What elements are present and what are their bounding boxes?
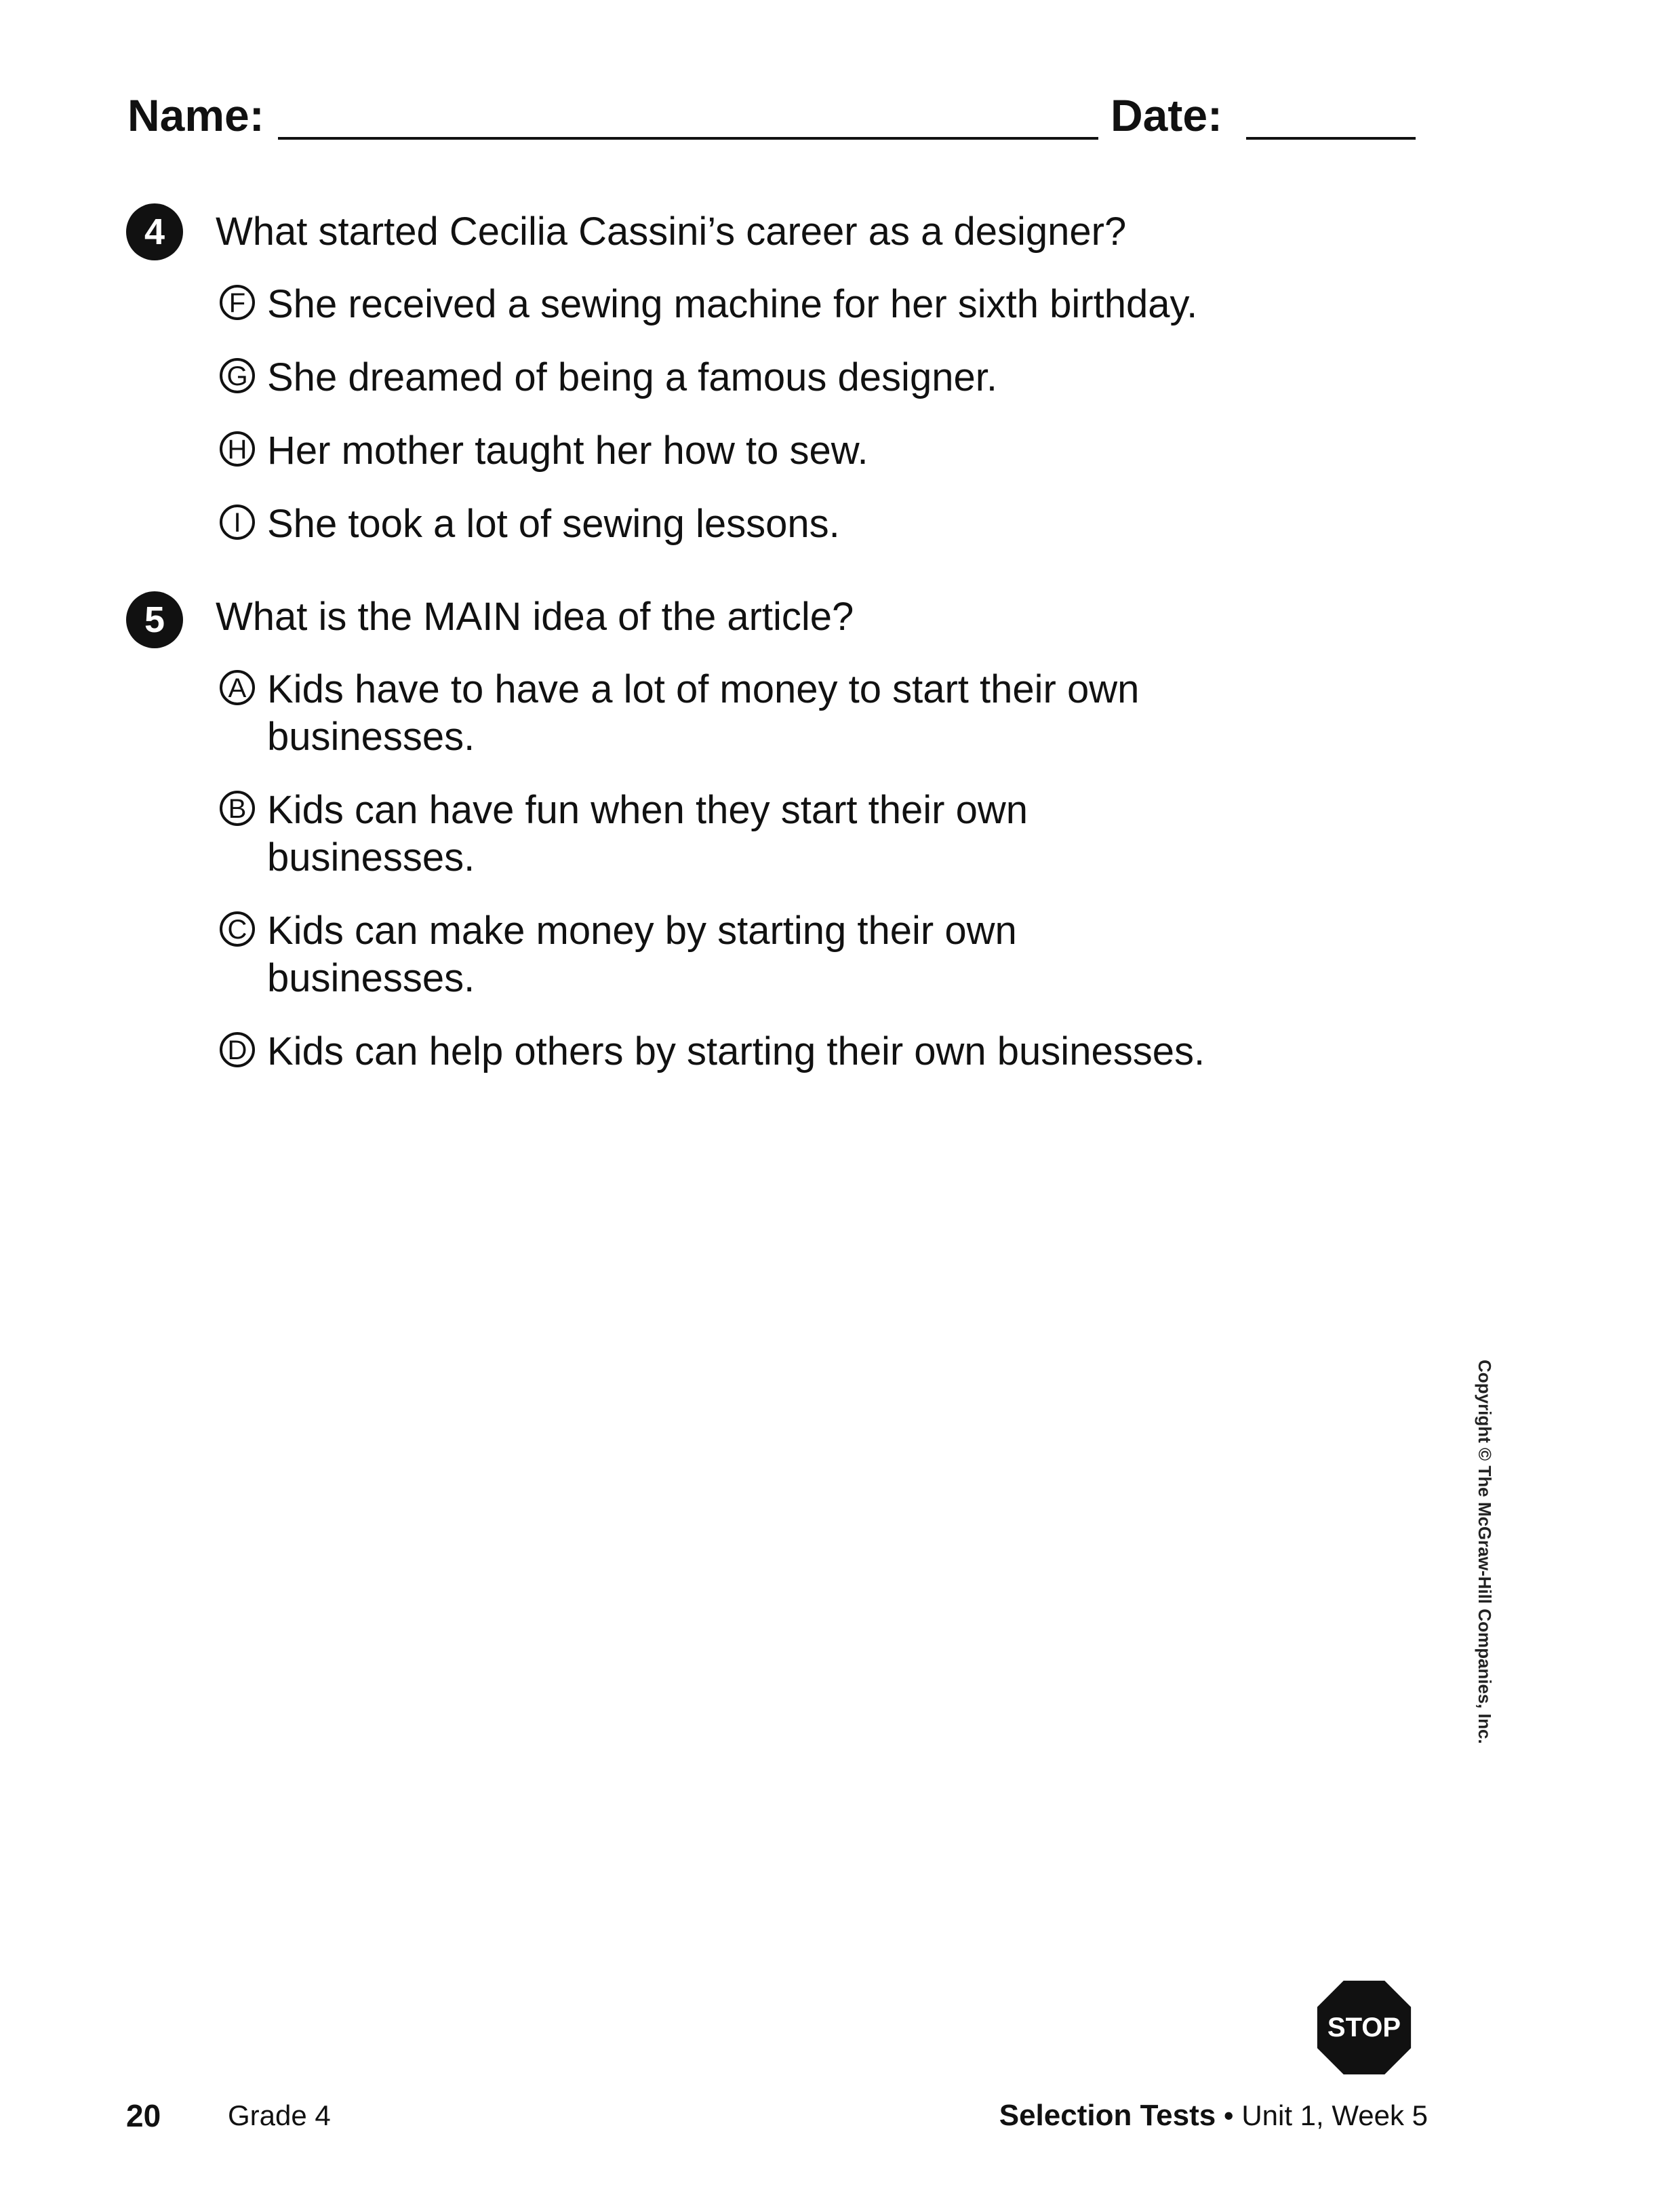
option-text-continued: businesses. xyxy=(267,835,475,880)
option-letter-circle[interactable]: B xyxy=(220,791,255,826)
option-letter-circle[interactable]: H xyxy=(220,431,255,467)
bullet-separator: • xyxy=(1223,2099,1234,2131)
option-letter-circle[interactable]: I xyxy=(220,505,255,540)
series-title: Selection Tests xyxy=(999,2099,1216,2132)
option-text: Kids can help others by starting their own businesses. xyxy=(267,1029,1205,1073)
option-letter-circle[interactable]: A xyxy=(220,670,255,705)
option-letter-circle[interactable]: G xyxy=(220,358,255,393)
option-text: Kids can have fun when they start their own xyxy=(267,788,1028,832)
option-text: She took a lot of sewing lessons. xyxy=(267,502,840,546)
question-number-badge: 4 xyxy=(126,203,183,260)
stop-label: STOP xyxy=(1327,2013,1401,2042)
date-field[interactable] xyxy=(1246,137,1416,140)
unit-week-label: Unit 1, Week 5 xyxy=(1241,2099,1428,2131)
footer-series-info xyxy=(999,2095,1428,2136)
option-text: Kids can make money by starting their own xyxy=(267,909,1017,953)
option-text: Her mother taught her how to sew. xyxy=(267,429,868,473)
copyright-notice xyxy=(1475,1360,1509,1744)
option-letter-circle[interactable]: C xyxy=(220,911,255,947)
copyright-text: Copyright © The McGraw-Hill Companies, Inc. xyxy=(1475,1360,1495,1744)
date-label: Date: xyxy=(1111,90,1223,140)
name-field[interactable] xyxy=(278,137,1098,140)
question-number-badge: 5 xyxy=(126,591,183,648)
grade-label: Grade 4 xyxy=(228,2099,331,2131)
name-date-header xyxy=(127,88,1424,142)
name-label: Name: xyxy=(127,90,264,140)
page-number: 20 xyxy=(126,2098,161,2133)
option-text-continued: businesses. xyxy=(267,715,475,759)
option-text: She received a sewing machine for her sixth birthday. xyxy=(267,282,1198,326)
option-text-continued: businesses. xyxy=(267,956,475,1000)
option-letter-circle[interactable]: F xyxy=(220,285,255,320)
option-letter-circle[interactable]: D xyxy=(220,1032,255,1067)
page-footer xyxy=(126,2095,1428,2136)
option-text: Kids have to have a lot of money to start their own xyxy=(267,667,1140,711)
question-text: What is the MAIN idea of the article? xyxy=(216,595,854,639)
stop-sign-icon xyxy=(1315,1979,1413,2076)
question-text: What started Cecilia Cassini’s career as a designer? xyxy=(216,210,1127,254)
option-text: She dreamed of being a famous designer. xyxy=(267,355,997,399)
